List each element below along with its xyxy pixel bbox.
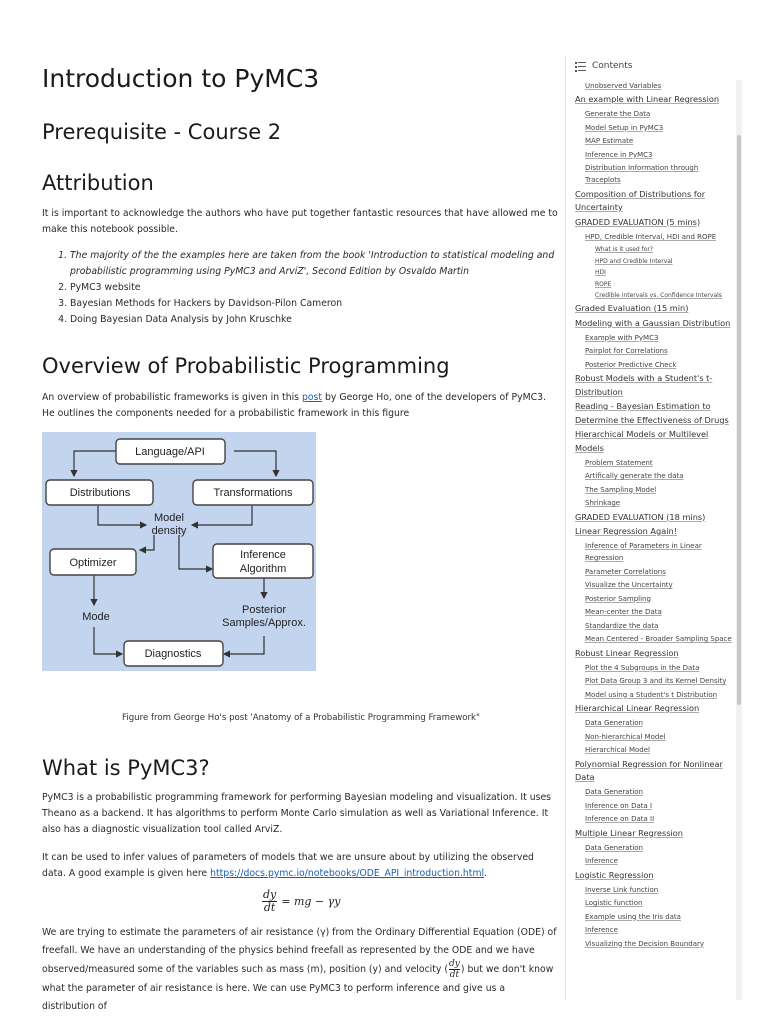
label-distributions: Distributions [69, 487, 131, 499]
toc-link[interactable]: Logistic function [585, 899, 643, 907]
toc-link[interactable]: Model using a Student's t Distribution [585, 690, 718, 699]
label-posterior: Posterior [241, 604, 287, 616]
toc-link[interactable]: Generate the Data [585, 110, 651, 118]
toc-link[interactable]: Multiple Linear Regression [575, 827, 683, 838]
toc-link[interactable]: Non-hierarchical Model [585, 732, 666, 741]
label-density: density [151, 525, 187, 537]
toc-link[interactable]: Artifically generate the data [585, 472, 684, 480]
ode-api-link[interactable]: https://docs.pymc.io/notebooks/ODE_API_introduction.html [210, 868, 485, 879]
toc-link[interactable]: Inference of Parameters in Linear Regression [585, 542, 702, 562]
toc-link[interactable]: Logistic Regression [575, 869, 654, 880]
toc-link[interactable]: Composition of Distributions for Uncertainty [575, 188, 706, 212]
toc-link[interactable]: ROPE [595, 280, 612, 288]
toc-link[interactable]: Visualizing the Decision Boundary [585, 939, 705, 948]
overview-text: An overview of probabilistic frameworks is given in this post by George Ho, one of the developers of PyMC3. He outlines the components needed for a probabilistic framework in this figure [42, 392, 546, 419]
ode-equation: $\frac{dy}{dt}$ = mg − γy [263, 888, 341, 914]
toc-link[interactable]: Data Generation [585, 719, 643, 727]
label-inference: Inference [240, 549, 286, 561]
toc-link[interactable]: Inference [585, 857, 618, 865]
toc-link[interactable]: Hierarchical Linear Regression [575, 703, 700, 713]
toc-link[interactable]: GRADED EVALUATION (5 mins) [575, 216, 701, 227]
label-diagnostics: Diagnostics [144, 648, 202, 660]
post-link[interactable]: post [301, 392, 323, 403]
toc-link[interactable]: Graded Evaluation (15 min) [575, 303, 689, 313]
whatis-paragraph-2: It can be used to infer values of parameters of models that we are unsure about by utilizing the observed data. A good example is given here https://docs.pymc.io/notebooks/ODE_API_introduction.html. [42, 852, 534, 879]
attribution-text: It is important to acknowledge the authors who have put together fantastic resources that have allowed me to make this notebook possible. [42, 208, 558, 235]
toc-link[interactable]: Plot Data Group 3 and its Kernel Density [585, 677, 727, 685]
label-optimizer: Optimizer [69, 557, 117, 569]
toc-link[interactable]: HPD and Credible Interval [595, 257, 673, 265]
toc-link[interactable]: Robust Models with a Student's t-Distribution [575, 373, 713, 397]
reference-item: 4. Doing Bayesian Data Analysis by John Kruschke [70, 312, 560, 328]
table-of-contents [565, 55, 743, 1000]
reference-item: 1. The majority of the the examples here are taken from the book 'Introduction to statistical modeling and probabilistic programming using PyMC3 and ArviZ', Second Edition by Osvaldo Martin [70, 248, 560, 280]
whatis-paragraph-3: We are trying to estimate the parameters of air resistance (γ) from the Ordinary Differential Equation (ODE) of freefall. We have an understanding of the physics behind freefall as represented by the ODE and we have observed/measured some of the variables such as mass (m), position (y) and velocity ( $\frac{dy}{dt}$ ) but we don't know what the parameter of air resistance is here. We can use PyMC3 to perform inference and give us a distribution of [42, 927, 557, 1012]
label-language-api: Language/API [135, 446, 205, 458]
toc-link[interactable]: Distribution Information through Traceplots [585, 164, 699, 184]
toc-link[interactable]: Pairplot for Correlations [585, 347, 668, 355]
label-model: Model [154, 512, 184, 524]
toc-link[interactable]: Robust Linear Regression [575, 647, 679, 658]
toc-link[interactable]: Inference [585, 926, 618, 934]
toc-link[interactable]: What is it used for? [595, 246, 654, 253]
reference-item: 3. Bayesian Methods for Hackers by Davidson-Pilon Cameron [70, 296, 560, 312]
toc-link[interactable]: Mean Centered - Broader Sampling Space [585, 635, 732, 643]
toc-link[interactable]: HPD, Credible Interval, HDI and ROPE [585, 232, 717, 241]
toc-link[interactable]: Plot the 4 Subgroups in the Data [585, 663, 700, 672]
toc-link[interactable]: An example with Linear Regression [575, 94, 720, 104]
toc-link[interactable]: Standardize the data [585, 621, 659, 630]
toc-link[interactable]: Mean-center the Data [585, 608, 662, 616]
toc-link[interactable]: Inference on Data I [585, 801, 653, 810]
toc-link[interactable]: Modeling with a Gaussian Distribution [575, 317, 731, 328]
toc-list [566, 78, 734, 951]
whatis-paragraph-1: PyMC3 is a probabilistic programming framework for performing Bayesian modeling and visualization. It uses Theano as a backend. It has algorithms to perform Monte Carlo simulation as well as Variational Inference. It also has a diagnostic visualization tool called ArviZ. [42, 792, 552, 835]
toc-link[interactable]: GRADED EVALUATION (18 mins) [575, 511, 706, 522]
attribution-heading: Attribution [42, 171, 154, 195]
scrollbar-thumb[interactable] [737, 135, 741, 705]
toc-link[interactable]: Inference in PyMC3 [585, 150, 653, 159]
toc-link[interactable]: Model Setup in PyMC3 [585, 123, 664, 132]
toc-link[interactable]: MAP Estimate [585, 137, 634, 145]
toc-link[interactable]: Visualize the Uncertainty [585, 581, 673, 589]
toc-link[interactable]: Shrinkage [585, 499, 621, 507]
toc-link[interactable]: Linear Regression Again! [575, 526, 677, 536]
toc-header [575, 61, 632, 71]
toc-link[interactable]: Posterior Predictive Check [585, 360, 677, 369]
label-algorithm: Algorithm [239, 563, 287, 575]
whatis-heading: What is PyMC3? [42, 756, 210, 780]
overview-heading: Overview of Probabilistic Programming [42, 354, 450, 378]
toc-link[interactable]: Inverse Link function [585, 885, 659, 894]
toc-link[interactable]: HDI [595, 269, 606, 276]
toc-link[interactable]: Unobserved Variables [585, 81, 662, 90]
page-title: Introduction to PyMC3 [42, 64, 320, 93]
toc-link[interactable]: Problem Statement [585, 458, 653, 467]
label-mode: Mode [82, 611, 110, 623]
label-transformations: Transformations [213, 487, 293, 499]
figure-caption: Figure from George Ho's post 'Anatomy of a Probabilistic Programming Framework" [122, 713, 480, 723]
toc-link[interactable]: Hierarchical Models or Multilevel Models [575, 429, 709, 453]
reference-item: 2. PyMC3 website [70, 280, 560, 296]
toc-link[interactable]: Parameter Correlations [585, 567, 666, 576]
toc-link[interactable]: Posterior Sampling [585, 594, 651, 603]
toc-link[interactable]: Inference on Data II [585, 815, 655, 823]
label-samples-approx: Samples/Approx. [222, 617, 306, 629]
toc-link[interactable]: The Sampling Model [585, 485, 657, 494]
toc-link[interactable]: Data Generation [585, 843, 643, 852]
toc-link[interactable]: Hierarchical Model [585, 746, 650, 754]
toc-link[interactable]: Data Generation [585, 788, 643, 796]
prerequisite-heading: Prerequisite - Course 2 [42, 120, 282, 144]
toc-link[interactable]: Polynomial Regression for Nonlinear Data [575, 758, 723, 782]
reference-list [42, 248, 560, 328]
toc-heading: Contents [592, 61, 633, 71]
toc-link[interactable]: Credible intervals vs. Confidence Intervals [595, 292, 722, 299]
toc-link[interactable]: Example using the Iris data [585, 912, 681, 921]
list-icon [575, 62, 586, 71]
toc-link[interactable]: Example with PyMC3 [585, 333, 659, 342]
toc-link[interactable]: Reading - Bayesian Estimation to Determine the Effectiveness of Drugs [575, 401, 729, 425]
framework-diagram [42, 432, 316, 671]
